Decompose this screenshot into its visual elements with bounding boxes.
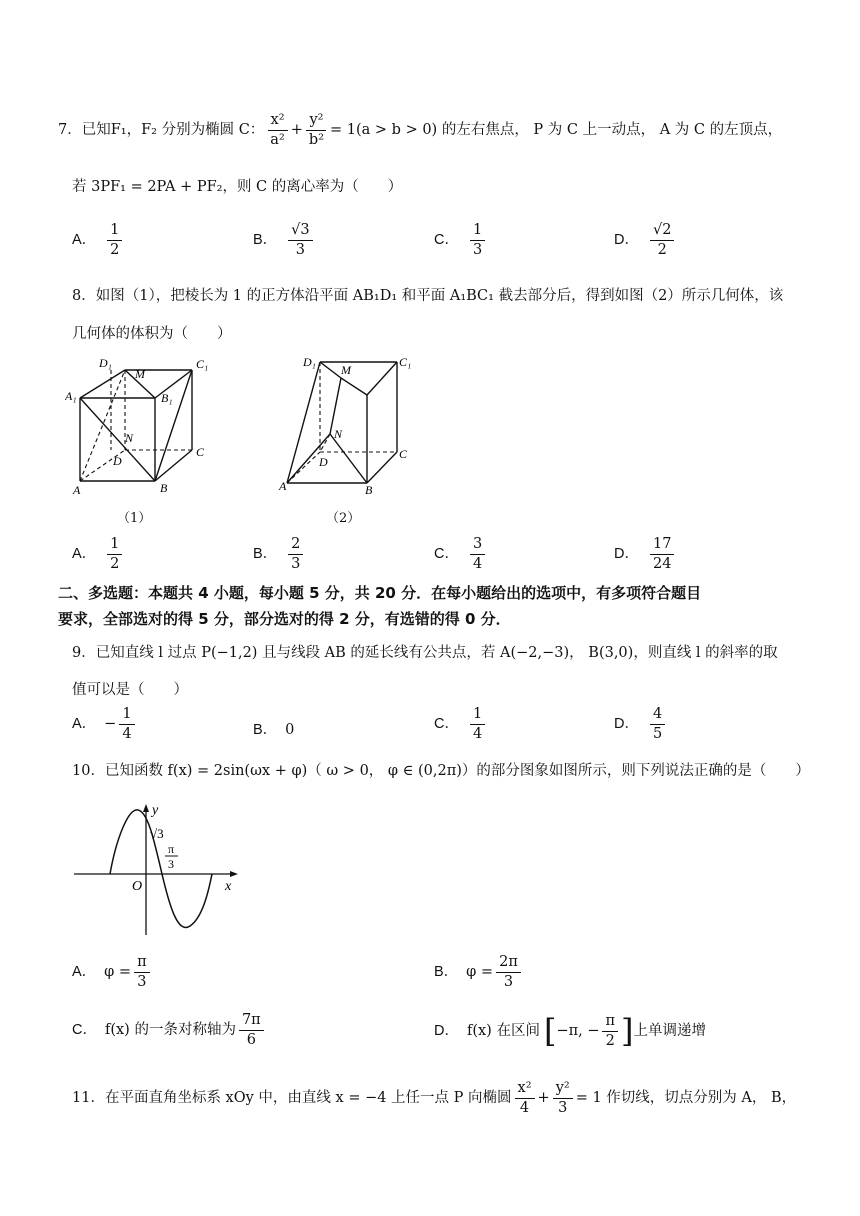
q10-option-c[interactable]: C． f(x) 的一条对称轴为 $\frac{7\pi}{6}$	[72, 1012, 267, 1048]
fig1-label-n: N	[125, 431, 134, 445]
q10-label-x: x	[225, 879, 232, 894]
q10-line1: 10．已知函数 f(x) = 2sin(ωx + φ)（ ω > 0， φ ∈ (0,2π)）的部分图象如图所示，则下列说法正确的是（ ）	[72, 763, 810, 779]
q8-option-b[interactable]: B． $\frac{2}{3}$	[253, 536, 306, 572]
q7-line1: 7．已知F₁，F₂ 分别为椭圆 C： $\frac{\text{x²}}{\text{a²}}$ + $\frac{\text{y²}}{\text{b²}}$ = 1(a > b > 0) 的左右焦点， P 为 C 上一动点， A 为 C 的左顶点，	[58, 112, 783, 148]
fig2-label-n: N	[334, 427, 343, 441]
fig1-label-a1: A₁	[65, 389, 77, 403]
fig2-label-d: D	[319, 455, 328, 469]
q9-option-b[interactable]: B． 0	[253, 722, 295, 738]
q8-option-c[interactable]: C． $\frac{3}{4}$	[434, 536, 488, 572]
q8-figure-1	[65, 350, 225, 500]
q7-f1: F₁	[110, 122, 127, 139]
q8-figure-2	[275, 350, 435, 500]
q8-option-d[interactable]: D． $\frac{17}{24}$	[614, 536, 677, 572]
q7-option-a[interactable]: A． $\frac{1}{2}$	[72, 222, 125, 258]
fig2-label-a: A	[279, 479, 287, 493]
fig2-label-c1: C₁	[399, 355, 412, 369]
q7-line2: 若 3PF₁ = 2PA + PF₂，则 C 的离心率为（ ）	[72, 179, 403, 195]
q10-option-d[interactable]: D． f(x) 在区间 [−π, − $\frac{\pi}{2}$ ]上单调递增	[434, 1012, 706, 1050]
q9-option-d[interactable]: D． $\frac{4}{5}$	[614, 706, 668, 742]
q10-label-sqrt3: √3	[150, 826, 164, 841]
q9-line1: 9．已知直线 l 过点 P(−1,2) 且与线段 AB 的延长线有公共点，若 A(−2,−3)， B(3,0)，则直线 l 的斜率的取	[72, 645, 778, 661]
q10-label-y: y	[152, 803, 159, 818]
fig2-label-b: B	[365, 483, 373, 497]
q10-label-pi: π	[168, 842, 175, 856]
fig1-label-m: M	[135, 367, 145, 381]
fig1-label-c: C	[196, 445, 205, 459]
q8-figure-1-caption: （1）	[117, 511, 152, 526]
section2-heading-line1: 二、多选题：本题共 4 小题，每小题 5 分，共 20 分．在每小题给出的选项中，有多项符合题目	[58, 584, 702, 602]
q11-line1: 11．在平面直角坐标系 xOy 中，由直线 x = −4 上任一点 P 向椭圆 $\frac{\text{x²}}{4}$ + $\frac{\text{y²}}{3}$ = 1 作切线，切点分别为 A， B，	[72, 1080, 797, 1116]
q10-option-b[interactable]: B． φ = $\frac{2\pi}{3}$	[434, 954, 524, 990]
q7-option-c[interactable]: C． $\frac{1}{3}$	[434, 222, 488, 258]
fig2-label-c: C	[399, 447, 408, 461]
q10-label-three: 3	[168, 857, 174, 871]
fig1-label-d: D	[113, 454, 122, 468]
q8-line2: 几何体的体积为（ ）	[72, 326, 232, 342]
fig1-label-b1: B₁	[161, 391, 173, 405]
fig1-label-d1: D₁	[99, 356, 112, 370]
q7-option-b[interactable]: B． $\frac{√3}{3}$	[253, 222, 316, 258]
q8-figure-2-caption: （2）	[326, 511, 361, 526]
q7-option-d[interactable]: D． $\frac{√2}{2}$	[614, 222, 677, 258]
fig1-label-a: A	[73, 483, 81, 497]
section2-heading-line2: 要求，全部选对的得 5 分，部分选对的得 2 分，有选错的得 0 分．	[58, 610, 511, 628]
q10-sine-graph	[70, 800, 245, 940]
q9-line2: 值可以是（ ）	[72, 682, 188, 698]
q10-label-o: O	[132, 879, 143, 894]
q8-option-a[interactable]: A． $\frac{1}{2}$	[72, 536, 125, 572]
fig2-label-m: M	[341, 363, 351, 377]
q9-option-c[interactable]: C． $\frac{1}{4}$	[434, 706, 488, 742]
fig1-label-b: B	[160, 481, 168, 495]
q7-frac-x: $\frac{\text{x²}}{\text{a²}}$	[267, 112, 287, 148]
fig2-label-d1: D₁	[303, 355, 316, 369]
q7-frac-y: $\frac{\text{y²}}{\text{b²}}$	[306, 112, 327, 148]
q8-line1: 8．如图（1），把棱长为 1 的正方体沿平面 AB₁D₁ 和平面 A₁BC₁ 截去部分后，得到如图（2）所示几何体，该	[72, 288, 784, 304]
q9-option-a[interactable]: A． − $\frac{1}{4}$	[72, 706, 138, 742]
q10-option-a[interactable]: A． φ = $\frac{\pi}{3}$	[72, 954, 153, 990]
fig1-label-c1: C₁	[196, 357, 209, 371]
